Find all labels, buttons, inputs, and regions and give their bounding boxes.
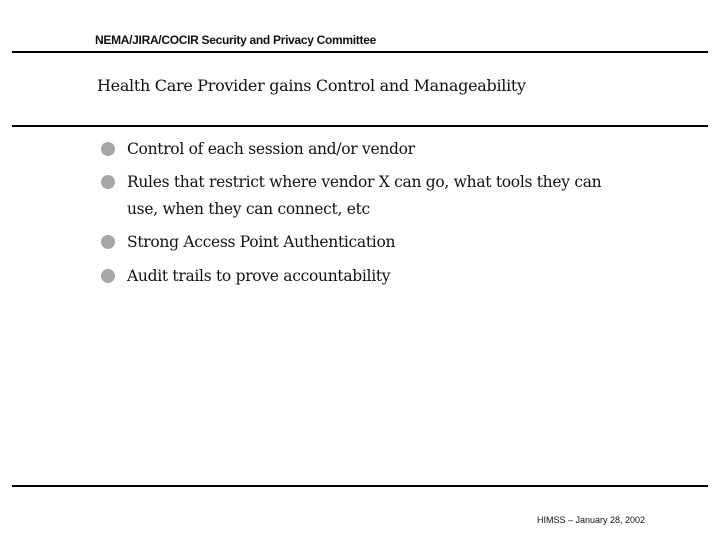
- bullet-icon: [101, 235, 115, 249]
- bullet-item: Strong Access Point Authentication: [101, 229, 627, 256]
- committee-header: NEMA/JIRA/COCIR Security and Privacy Committee: [95, 33, 376, 47]
- title-divider: [12, 125, 708, 127]
- bullet-icon: [101, 269, 115, 283]
- bullet-icon: [101, 142, 115, 156]
- footer-text: HIMSS – January 28, 2002: [537, 515, 646, 525]
- bullet-item: Audit trails to prove accountability: [101, 263, 627, 290]
- top-divider: [12, 51, 708, 53]
- slide-title: Health Care Provider gains Control and Manageability: [97, 76, 526, 95]
- bullet-item: Rules that restrict where vendor X can go, what tools they can use, when they can connect, etc: [101, 169, 627, 223]
- bullet-item: Control of each session and/or vendor: [101, 136, 627, 163]
- bullet-icon: [101, 175, 115, 189]
- footer-divider: [12, 485, 708, 487]
